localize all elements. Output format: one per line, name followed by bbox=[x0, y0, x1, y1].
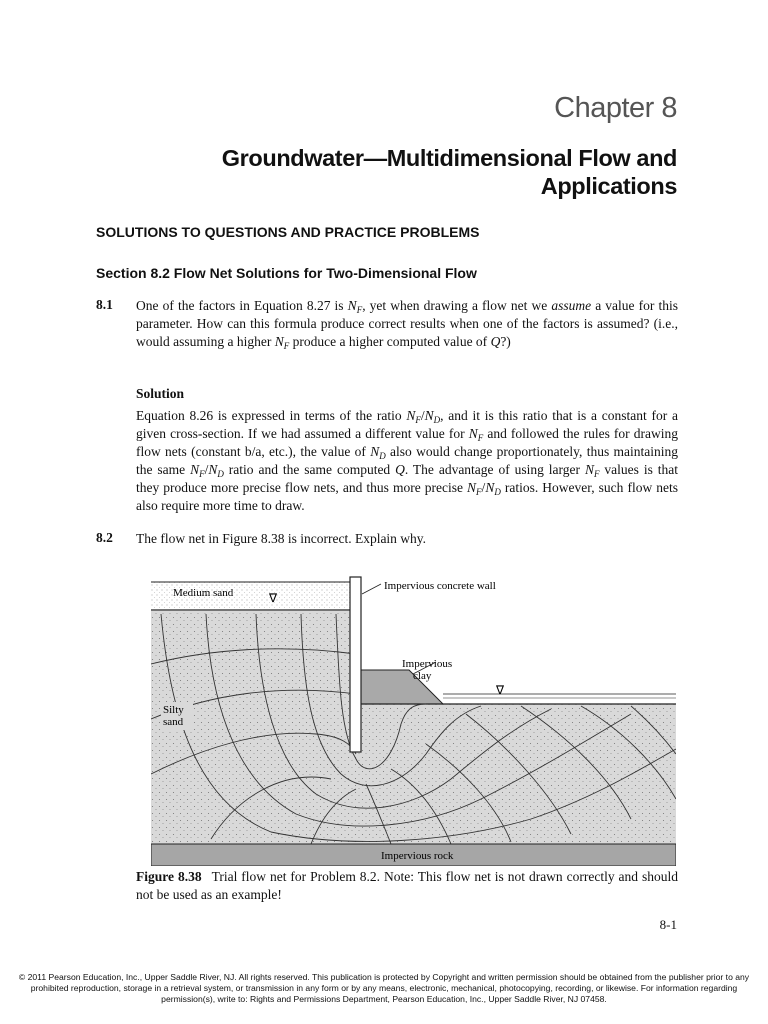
water-table-symbol-right: ∇ bbox=[496, 683, 505, 697]
chapter-label: Chapter 8 bbox=[554, 92, 677, 124]
label-concrete-wall: Impervious concrete wall bbox=[384, 580, 496, 592]
label-clay-1: Impervious bbox=[402, 658, 453, 670]
label-impervious-rock: Impervious rock bbox=[381, 850, 454, 862]
problem-number-8-2: 8.2 bbox=[96, 530, 113, 545]
problem-8-1-text: One of the factors in Equation 8.27 is $N_F$, yet when drawing a flow net we assume a value for this parameter. How can this formula produce correct results when one of the factors is assumed? (i.e., would assuming a higher $N_F$ produce a higher computed value of Q?) bbox=[136, 298, 678, 351]
solution-heading: Solution bbox=[136, 386, 185, 401]
label-medium-sand: Medium sand bbox=[173, 587, 234, 599]
page-number: 8-1 bbox=[659, 917, 677, 932]
figure-caption: Figure 8.38 Trial flow net for Problem 8.2. Note: This flow net is not drawn correctly and should not be used as an example! bbox=[136, 869, 678, 902]
figure-8-38-flow-net bbox=[151, 574, 676, 866]
heading-solutions: SOLUTIONS TO QUESTIONS AND PRACTICE PROBLEMS bbox=[96, 224, 480, 240]
chapter-title: Groundwater—Multidimensional Flow and Applications bbox=[221, 145, 677, 199]
label-silty-1: Silty bbox=[163, 704, 184, 716]
water-table-symbol-left: ∇ bbox=[269, 591, 278, 605]
label-silty-2: sand bbox=[163, 716, 184, 728]
copyright-footer: © 2011 Pearson Education, Inc., Upper Saddle River, NJ. All rights reserved. This publication is protected by Copyright and written permission should be obtained from the publisher prior to any prohibited reproduction, storage in a retrieval system, or transmission in any form or by any means, electronic, mechanical, photocopying, recording, or likewise. For information regarding permission(s), write to: Rights and Permissions Department, Pearson Education, Inc., Upper Saddle River, NJ 07458. bbox=[18, 972, 750, 1004]
solution-text: Equation 8.26 is expressed in terms of the ratio $N_F/N_D$, and it is this ratio that is a constant for a given cross-section. If we had assumed a different value for $N_F$ and followed the rules for drawing flow nets (constant b/a, etc.), the value of $N_D$ also would change proportionately, thus maintaining the same $N_F/N_D$ ratio and the same computed Q. The advantage of using larger $N_F$ values is that they produce more precise flow nets, and thus more precise $N_F/N_D$ ratios. However, such flow nets also require more time to draw. bbox=[136, 408, 679, 513]
problem-number-8-1: 8.1 bbox=[96, 297, 113, 312]
heading-section: Section 8.2 Flow Net Solutions for Two-Dimensional Flow bbox=[96, 265, 477, 281]
concrete-wall bbox=[350, 577, 361, 752]
label-clay-2: clay bbox=[413, 670, 432, 682]
problem-8-2-text: The flow net in Figure 8.38 is incorrect. Explain why. bbox=[136, 531, 427, 546]
